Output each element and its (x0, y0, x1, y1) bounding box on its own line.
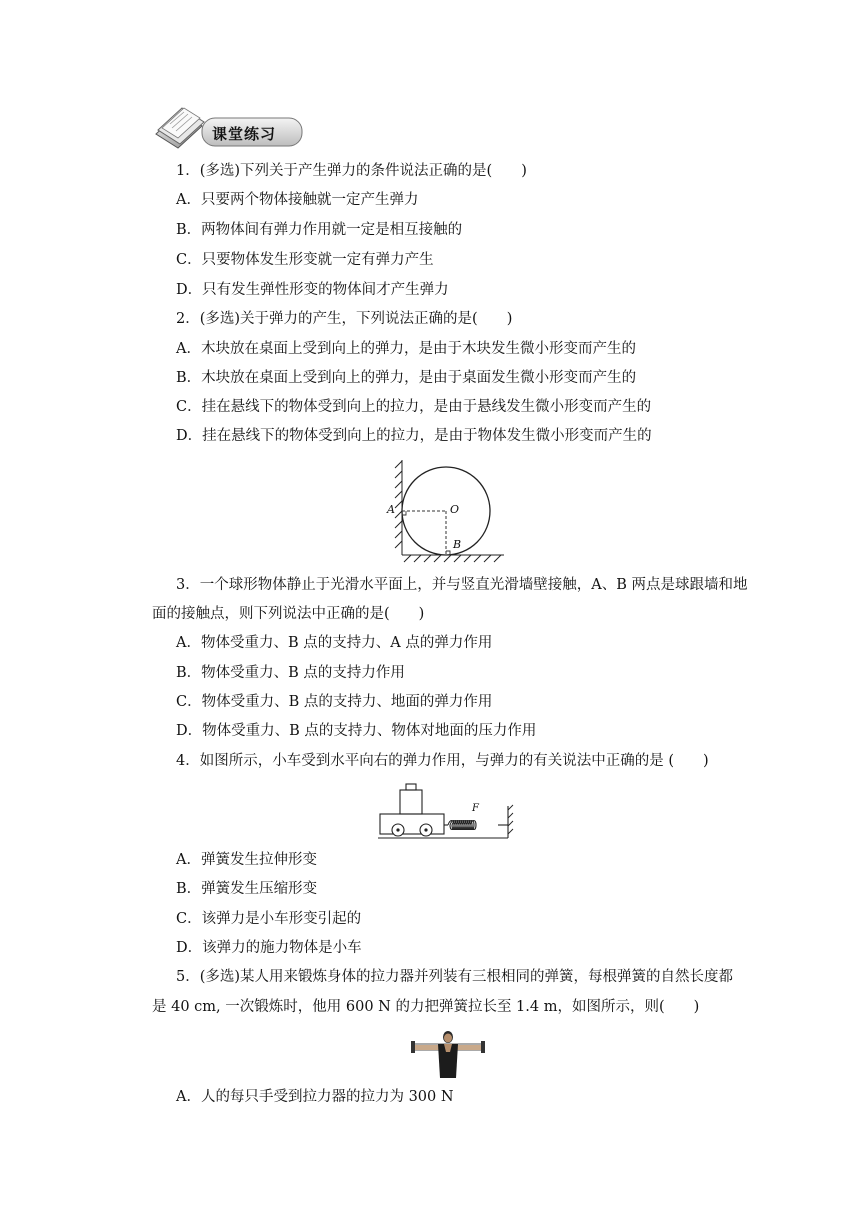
q3-option-c: C．物体受重力、B 点的支持力、地面的弹力作用 (176, 694, 493, 710)
q4-option-a: A．弹簧发生拉伸形变 (176, 852, 317, 868)
q1-option-a: A．只要两个物体接触就一定产生弹力 (176, 192, 419, 208)
q1-option-b: B．两物体间有弹力作用就一定是相互接触的 (176, 222, 463, 238)
q4-option-b: B．弹簧发生压缩形变 (176, 881, 318, 897)
q2-stem: 2．(多选)关于弹力的产生，下列说法正确的是( ) (176, 311, 513, 327)
point-o-label: O (450, 503, 460, 516)
q3-stem-line1: 3．一个球形物体静止于光滑水平面上，并与竖直光滑墙壁接触，A、B 两点是球跟墙和地 (176, 577, 748, 593)
q5-option-a: A．人的每只手受到拉力器的拉力为 300 N (176, 1089, 454, 1105)
q4-option-c: C．该弹力是小车形变引起的 (176, 911, 362, 927)
q2-option-b: B．木块放在桌面上受到向上的弹力，是由于桌面发生微小形变而产生的 (176, 370, 637, 386)
point-a-label: A (387, 503, 395, 516)
force-f-label: F (472, 803, 479, 814)
q3-option-a: A．物体受重力、B 点的支持力、A 点的弹力作用 (176, 635, 493, 651)
q3-option-d: D．物体受重力、B 点的支持力、物体对地面的压力作用 (176, 723, 537, 739)
q1-stem: 1．(多选)下列关于产生弹力的条件说法正确的是( ) (176, 163, 527, 179)
ball-wall-figure (380, 458, 510, 566)
q1-option-d: D．只有发生弹性形变的物体间才产生弹力 (176, 282, 449, 298)
cart-spring-figure (376, 780, 516, 844)
q4-stem: 4．如图所示，小车受到水平向右的弹力作用，与弹力的有关说法中正确的是 ( ) (176, 753, 709, 769)
q3-stem-line2: 面的接触点，则下列说法中正确的是( ) (152, 606, 425, 622)
q4-option-d: D．该弹力的施力物体是小车 (176, 940, 362, 956)
q2-option-c: C．挂在悬线下的物体受到向上的拉力，是由于悬线发生微小形变而产生的 (176, 399, 652, 415)
exerciser-photo (410, 1030, 486, 1080)
q1-option-c: C．只要物体发生形变就一定有弹力产生 (176, 252, 434, 268)
section-title: 课堂练习 (212, 125, 277, 143)
point-b-label: B (453, 538, 462, 551)
q5-stem-line2: 是 40 cm, 一次锻炼时，他用 600 N 的力把弹簧拉长至 1.4 m，如图所示，则( ) (152, 999, 700, 1015)
section-header (150, 104, 310, 150)
q5-stem-line1: 5．(多选)某人用来锻炼身体的拉力器并列装有三根相同的弹簧，每根弹簧的自然长度都 (176, 969, 734, 985)
q2-option-d: D．挂在悬线下的物体受到向上的拉力，是由于物体发生微小形变而产生的 (176, 428, 652, 444)
q2-option-a: A．木块放在桌面上受到向上的弹力，是由于木块发生微小形变而产生的 (176, 341, 636, 357)
q3-option-b: B．物体受重力、B 点的支持力作用 (176, 665, 405, 681)
